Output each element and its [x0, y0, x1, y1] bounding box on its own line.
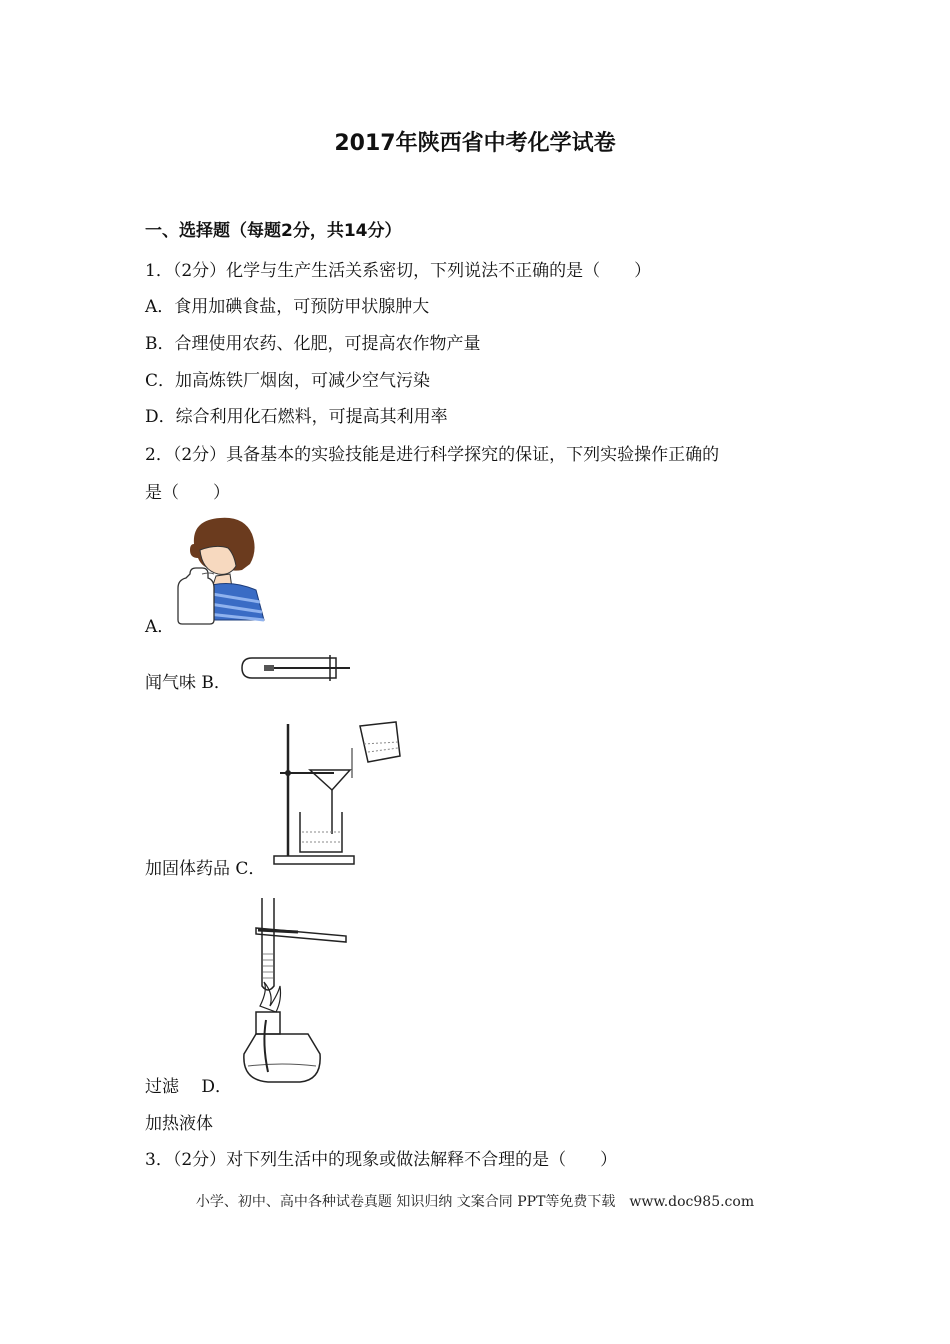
q1-option-d: D．综合利用化石燃料，可提高其利用率: [145, 407, 448, 427]
section-heading: 一、选择题（每题2分，共14分）: [145, 221, 402, 241]
q2-label-a: A．: [145, 617, 175, 637]
q2-stem-line2: 是（ ）: [145, 483, 230, 503]
page-title: 2017年陕西省中考化学试卷: [334, 131, 616, 156]
page-footer: 小学、初中、高中各种试卷真题 知识归纳 文案合同 PPT等免费下载 www.doc985.com: [195, 1194, 755, 1210]
smelling-illustration: [172, 514, 272, 626]
q1-option-b: B．合理使用农药、化肥，可提高农作物产量: [145, 334, 481, 354]
q1-stem: 1．（2分）化学与生产生活关系密切，下列说法不正确的是（ ）: [145, 261, 652, 281]
test-tube-illustration: [240, 654, 352, 682]
q2-caption-b-c: 加固体药品 C．: [145, 859, 266, 879]
q2-stem-line1: 2．（2分）具备基本的实验技能是进行科学探究的保证，下列实验操作正确的: [145, 445, 720, 465]
heating-liquid-illustration: [238, 894, 350, 1090]
filtration-illustration: [272, 718, 404, 868]
q1-option-c: C．加高炼铁厂烟囱，可减少空气污染: [145, 371, 431, 391]
q3-stem: 3．（2分）对下列生活中的现象或做法解释不合理的是（ ）: [145, 1150, 618, 1170]
q2-caption-d: 加热液体: [145, 1114, 213, 1134]
q2-caption-a-b: 闻气味 B．: [145, 673, 231, 693]
q2-caption-c-d: 过滤 D．: [145, 1077, 233, 1097]
q1-option-a: A．食用加碘食盐，可预防甲状腺肿大: [145, 297, 430, 317]
